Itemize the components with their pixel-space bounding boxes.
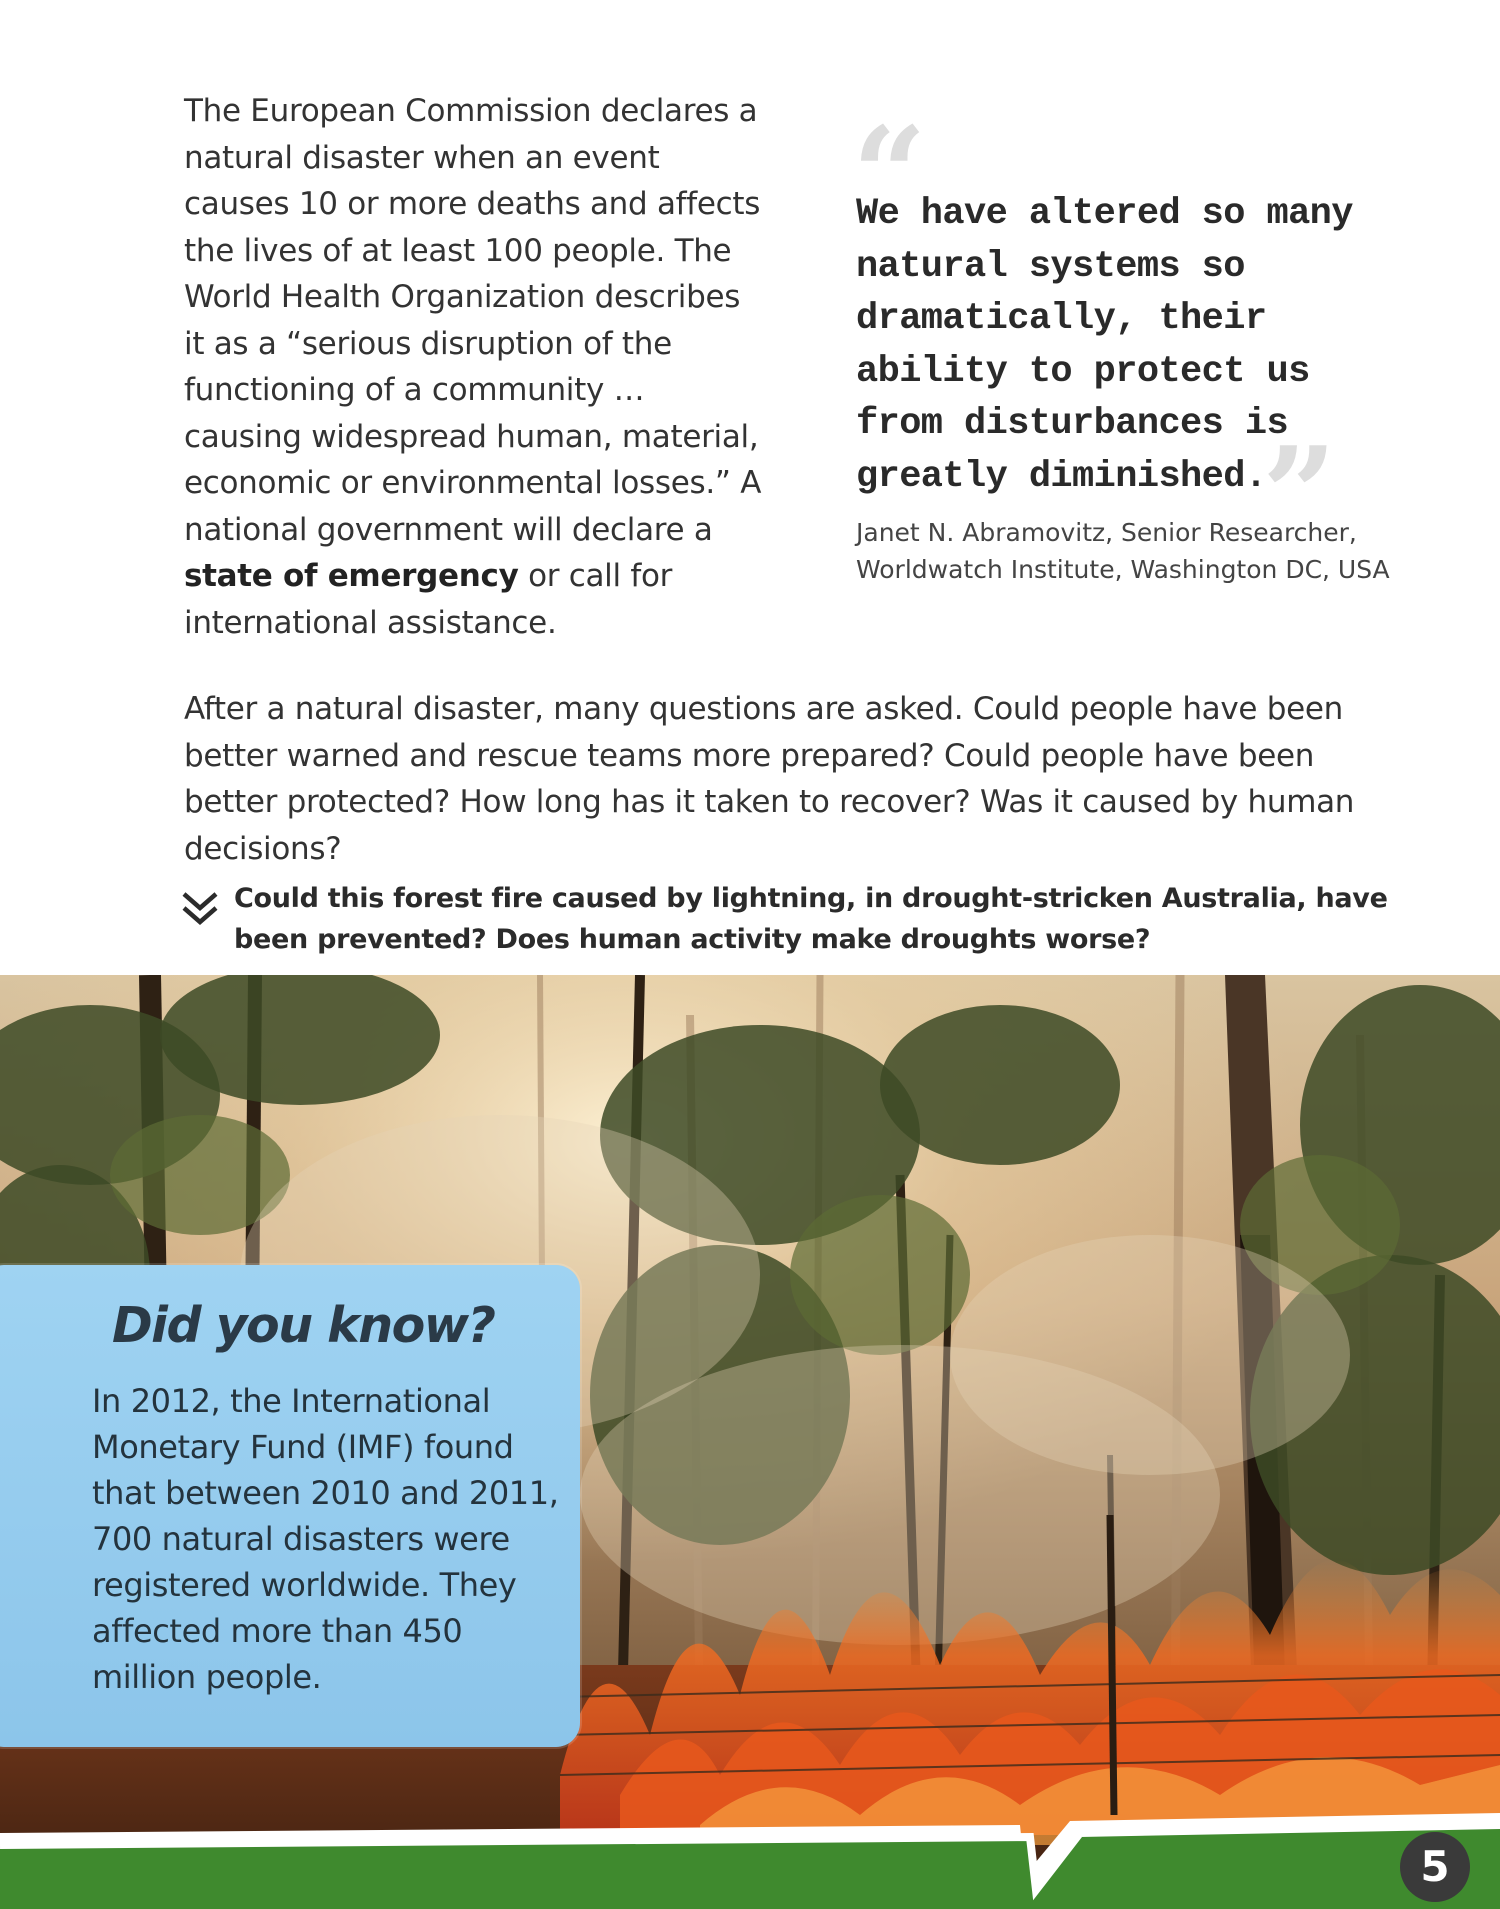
page-number: 5 <box>1400 1832 1470 1902</box>
open-quote-mark: “ <box>852 98 927 251</box>
did-you-know-title: Did you know? <box>112 1297 495 1354</box>
close-quote-mark: ” <box>1262 418 1337 571</box>
intro-text-end: or call for international assistance. <box>184 558 673 641</box>
attribution-line-2: Worldwatch Institute, Washington DC, USA <box>856 555 1390 584</box>
state-of-emergency-term: state of emergency <box>184 558 519 594</box>
attribution-line-1: Janet N. Abramovitz, Senior Researcher, <box>856 518 1357 547</box>
questions-paragraph: After a natural disaster, many questions are asked. Could people have been better warned and rescue teams more prepared? Could people have been better protected? How long has it taken to recover? Was it caused by human decisions? <box>184 691 1355 867</box>
quote-attribution <box>856 514 1416 588</box>
chevron-down-icon <box>180 888 220 928</box>
intro-paragraph <box>184 88 764 646</box>
did-you-know-body: In 2012, the International Monetary Fund (IMF) found that between 2010 and 2011, 700 natural disasters were registered worldwide. They affected more than 450 million people. <box>92 1382 559 1696</box>
intro-text-start: The European Commission declares a natural disaster when an event causes 10 or more deaths and affects the lives of at least 100 people. The World Health Organization describes it as a “serious disruption of the functioning of a community … causing widespread human, material, economic or environmental losses.” A national government will declare a <box>184 93 762 548</box>
photo-caption: Could this forest fire caused by lightning, in drought-stricken Australia, have been prevented? Does human activity make droughts worse? <box>234 883 1388 955</box>
pull-quote: We have altered so many natural systems so dramatically, their ability to protect us from disturbances is greatly diminished. <box>856 193 1353 498</box>
